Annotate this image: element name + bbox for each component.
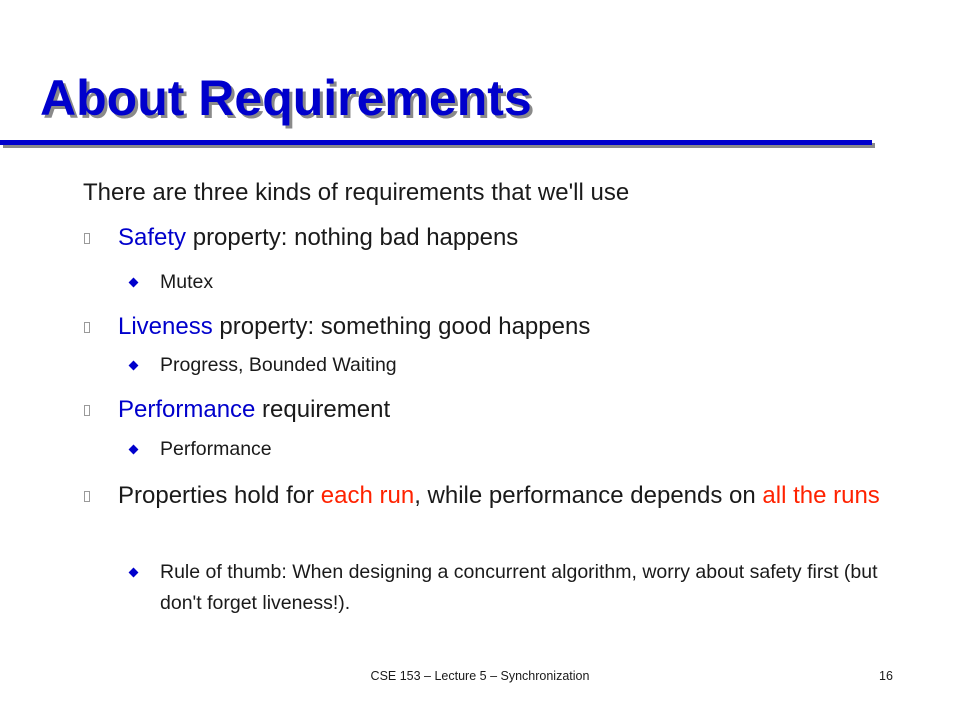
hollow-square-bullet-icon xyxy=(84,322,90,333)
blue-diamond-bullet-icon xyxy=(129,278,139,288)
bullet-item-performance xyxy=(118,392,918,428)
performance-text: requirement xyxy=(255,396,391,423)
sub-item-rule-of-thumb xyxy=(160,557,900,619)
bullet-item-safety xyxy=(118,220,918,256)
each-run-highlight: each run xyxy=(320,482,415,509)
sub-item-label: Mutex xyxy=(160,271,214,293)
properties-text-1: Properties hold for xyxy=(118,482,321,509)
hollow-square-bullet-icon xyxy=(84,405,90,416)
footer-lecture-label: CSE 153 – Lecture 5 – Synchronization xyxy=(370,669,590,683)
properties-text-2: , while performance depends on xyxy=(414,482,763,509)
page-number: 16 xyxy=(879,669,893,683)
blue-diamond-bullet-icon xyxy=(129,361,139,371)
slide-title: About Requirements xyxy=(40,70,532,126)
sub-item-performance xyxy=(160,434,900,465)
hollow-square-bullet-icon xyxy=(84,491,90,502)
sub-item-label: Performance xyxy=(160,438,272,460)
hollow-square-bullet-icon xyxy=(84,233,90,244)
bullet-item-liveness xyxy=(118,309,918,345)
bullet-item-properties xyxy=(118,478,918,514)
safety-highlight: Safety xyxy=(118,224,187,251)
sub-item-mutex xyxy=(160,267,900,298)
safety-text: property: nothing bad happens xyxy=(186,224,519,251)
blue-diamond-bullet-icon xyxy=(129,568,139,578)
intro-text: There are three kinds of requirements that we'll use xyxy=(83,179,630,206)
performance-highlight: Performance xyxy=(118,396,256,423)
liveness-highlight: Liveness xyxy=(118,313,213,340)
sub-item-label: Progress, Bounded Waiting xyxy=(160,354,397,376)
blue-diamond-bullet-icon xyxy=(129,445,139,455)
sub-item-label: Rule of thumb: When designing a concurrent algorithm, worry about safety first (but don't forget liveness!). xyxy=(160,561,878,614)
sub-item-progress xyxy=(160,350,900,381)
liveness-text: property: something good happens xyxy=(212,313,591,340)
all-runs-highlight: all the runs xyxy=(762,482,880,509)
